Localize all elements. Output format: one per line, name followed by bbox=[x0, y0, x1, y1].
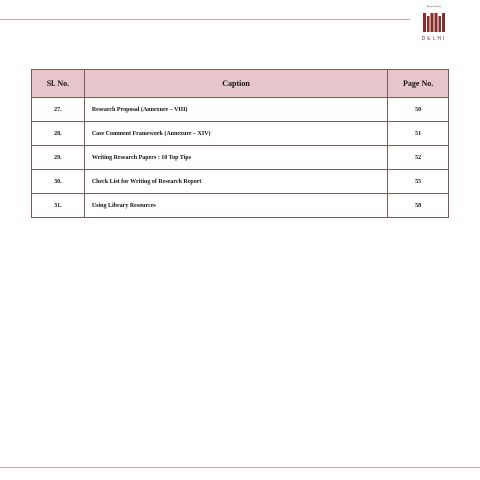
header-page-no: Page No. bbox=[388, 70, 449, 98]
table-row bbox=[32, 194, 449, 218]
footer-rule bbox=[0, 467, 480, 468]
row-sl-no: 28. bbox=[32, 122, 85, 146]
header-caption: Caption bbox=[84, 70, 387, 98]
table-row bbox=[32, 146, 449, 170]
row-sl-no: 29. bbox=[32, 146, 85, 170]
row-caption: Check List for Writing of Research Report bbox=[84, 170, 387, 194]
row-sl-no: 31. bbox=[32, 194, 85, 218]
row-page-no: 51 bbox=[388, 122, 449, 146]
contents-table bbox=[31, 69, 449, 218]
logo-mark-icon bbox=[423, 10, 445, 34]
table-row bbox=[32, 122, 449, 146]
row-sl-no: 27. bbox=[32, 98, 85, 122]
row-page-no: 50 bbox=[388, 98, 449, 122]
university-logo bbox=[419, 6, 449, 46]
row-caption: Case Comment Framework (Annexure – XIV) bbox=[84, 122, 387, 146]
row-page-no: 52 bbox=[388, 146, 449, 170]
row-page-no: 58 bbox=[388, 194, 449, 218]
row-sl-no: 30. bbox=[32, 170, 85, 194]
header-rule bbox=[0, 19, 410, 20]
table-row bbox=[32, 170, 449, 194]
row-caption: Writing Research Papers : 10 Top Tips bbox=[84, 146, 387, 170]
table-header-row bbox=[32, 70, 449, 98]
row-caption: Research Proposal (Annexure – VIII) bbox=[84, 98, 387, 122]
logo-city: DELHI bbox=[421, 36, 447, 42]
header-sl-no: Sl. No. bbox=[32, 70, 85, 98]
logo-tagline: Amity University bbox=[426, 6, 442, 8]
row-caption: Using Library Resources bbox=[84, 194, 387, 218]
table-row bbox=[32, 98, 449, 122]
row-page-no: 55 bbox=[388, 170, 449, 194]
